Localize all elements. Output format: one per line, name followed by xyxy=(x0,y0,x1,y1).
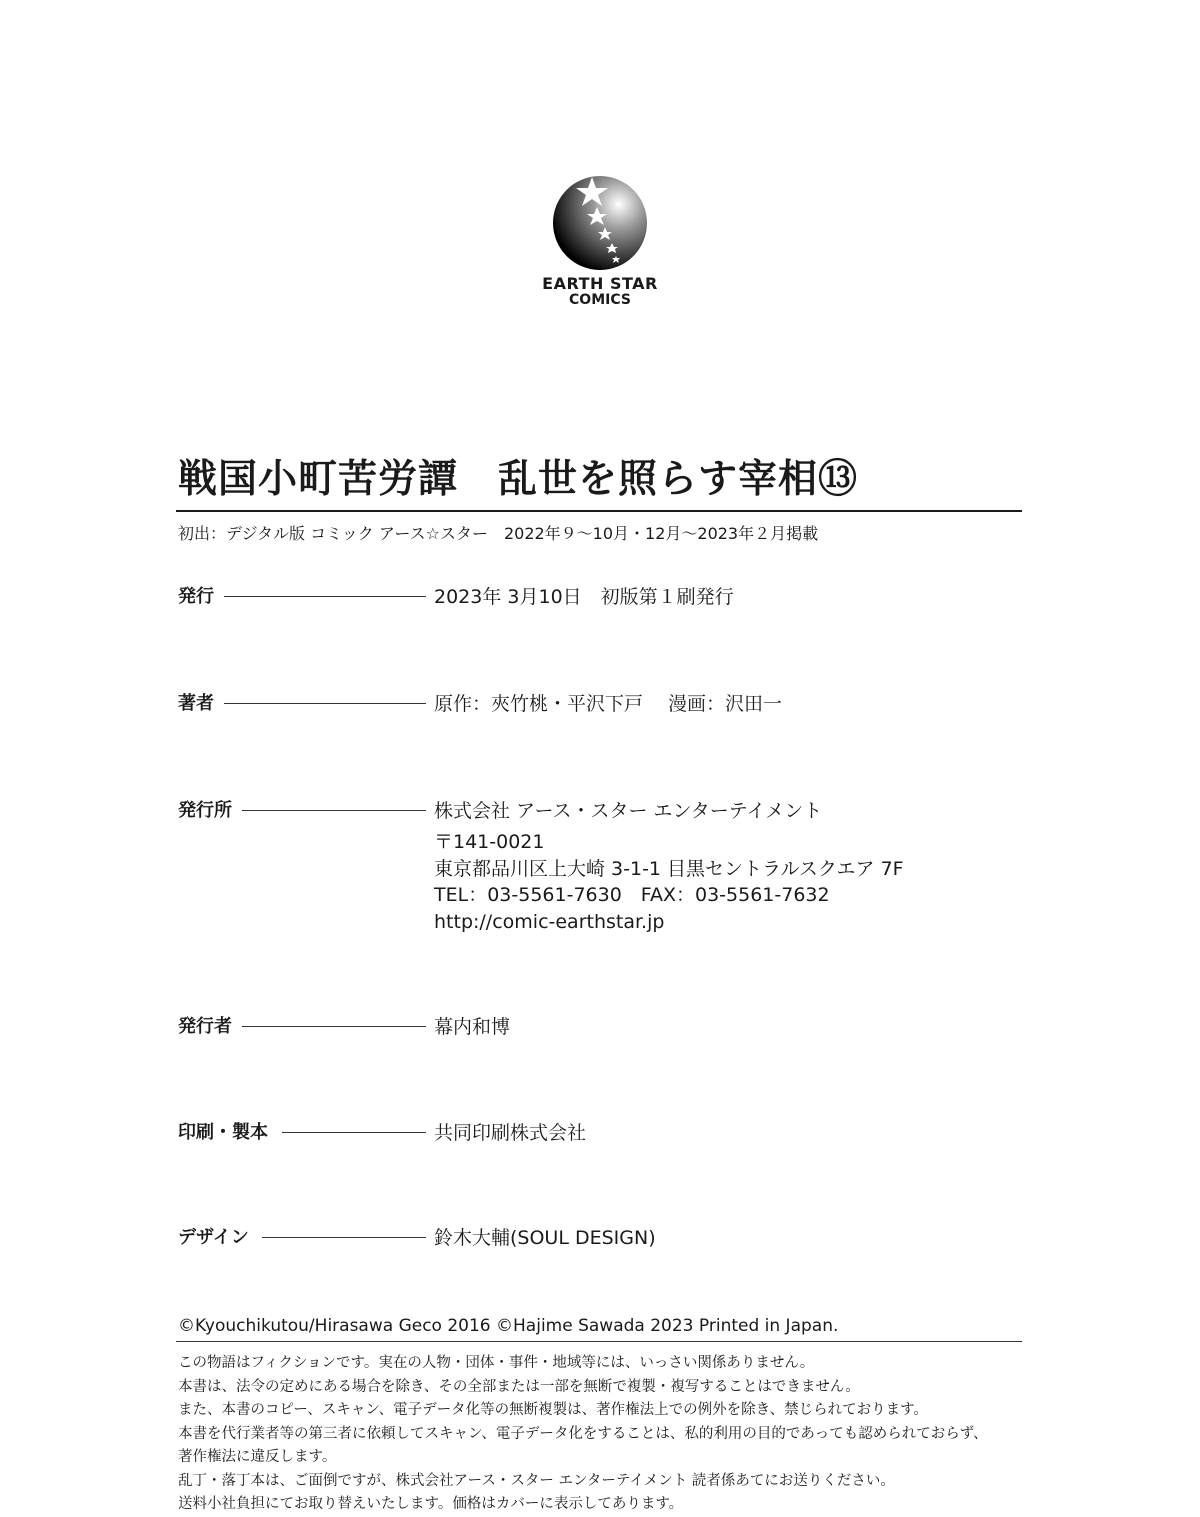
colophon-row-author xyxy=(178,690,1022,718)
colophon-row-design xyxy=(178,1224,1022,1252)
row-value: 幕内和博 xyxy=(434,1016,511,1038)
row-label: デザイン xyxy=(178,1227,249,1248)
copyright-divider xyxy=(176,1341,1022,1342)
row-value: 株式会社 アース・スター エンターテイメント xyxy=(434,800,823,822)
row-value: 2023年 3月10日 初版第１刷発行 xyxy=(434,586,734,608)
leader-line xyxy=(242,810,426,811)
logo-text-comics: COMICS xyxy=(569,292,631,308)
row-label: 著者 xyxy=(178,693,214,714)
note-line: また、本書のコピー、スキャン、電子データ化等の無断複製は、著作権法上での例外を除き、禁じられております。 xyxy=(178,1402,928,1418)
legal-notes xyxy=(178,1352,1028,1517)
phone-fax: TEL：03-5561-7630 FAX：03-5561-7632 xyxy=(434,884,830,906)
globe-stars-icon xyxy=(552,175,648,271)
note-line: 著作権法に違反します。 xyxy=(178,1449,337,1465)
logo-text-earth-star: EARTH STAR xyxy=(542,274,658,293)
leader-line xyxy=(282,1132,426,1133)
row-value: 鈴木大輔(SOUL DESIGN) xyxy=(434,1227,656,1249)
note-line: 本書は、法令の定めにある場合を除き、その全部または一部を無断で複製・複写することはできません。 xyxy=(178,1378,860,1395)
publisher-address: 東京都品川区上大崎 3-1-1 目黒セントラルスクエア 7F xyxy=(434,858,904,880)
row-value: 原作：夾竹桃・平沢下戸 漫画：沢田一 xyxy=(434,693,783,715)
earth-star-comics-logo xyxy=(530,175,670,308)
colophon-row-printing xyxy=(178,1119,1022,1147)
colophon-row-issue xyxy=(178,583,1022,611)
colophon-row-publisher xyxy=(178,797,1022,825)
postal-code: 〒141-0021 xyxy=(434,831,545,853)
leader-line xyxy=(224,703,426,704)
title-divider xyxy=(176,510,1022,512)
copyright-line: ©Kyouchikutou/Hirasawa Geco 2016 ©Hajime Sawada 2023 Printed in Japan. xyxy=(178,1316,839,1336)
row-label: 発行 xyxy=(178,586,214,607)
note-line: 乱丁・落丁本は、ご面倒ですが、株式会社アース・スター エンターテイメント 読者係あてにお送りください。 xyxy=(178,1472,895,1489)
book-title: 戦国小町苦労譚 乱世を照らす宰相⑬ xyxy=(178,457,859,502)
row-label: 発行所 xyxy=(178,800,232,821)
row-label: 発行者 xyxy=(178,1016,232,1037)
note-line: 送料小社負担にてお取り替えいたします。価格はカバーに表示してあります。 xyxy=(178,1496,684,1512)
leader-line xyxy=(242,1026,426,1027)
note-line: この物語はフィクションです。実在の人物・団体・事件・地域等には、いっさい関係ありません。 xyxy=(178,1355,815,1371)
first-publication-note: 初出：デジタル版 コミック アース☆スター 2022年９～10月・12月～2023年２月掲載 xyxy=(178,524,819,543)
colophon-row-issuer xyxy=(178,1013,1022,1041)
row-value: 共同印刷株式会社 xyxy=(434,1122,587,1144)
leader-line xyxy=(224,596,426,597)
publisher-url: http://comic-earthstar.jp xyxy=(434,911,665,933)
row-label: 印刷・製本 xyxy=(178,1122,268,1143)
note-line: 本書を代行業者等の第三者に依頼してスキャン、電子データ化をすることは、私的利用の目的であっても認められておらず、 xyxy=(178,1425,988,1442)
leader-line xyxy=(262,1237,426,1238)
